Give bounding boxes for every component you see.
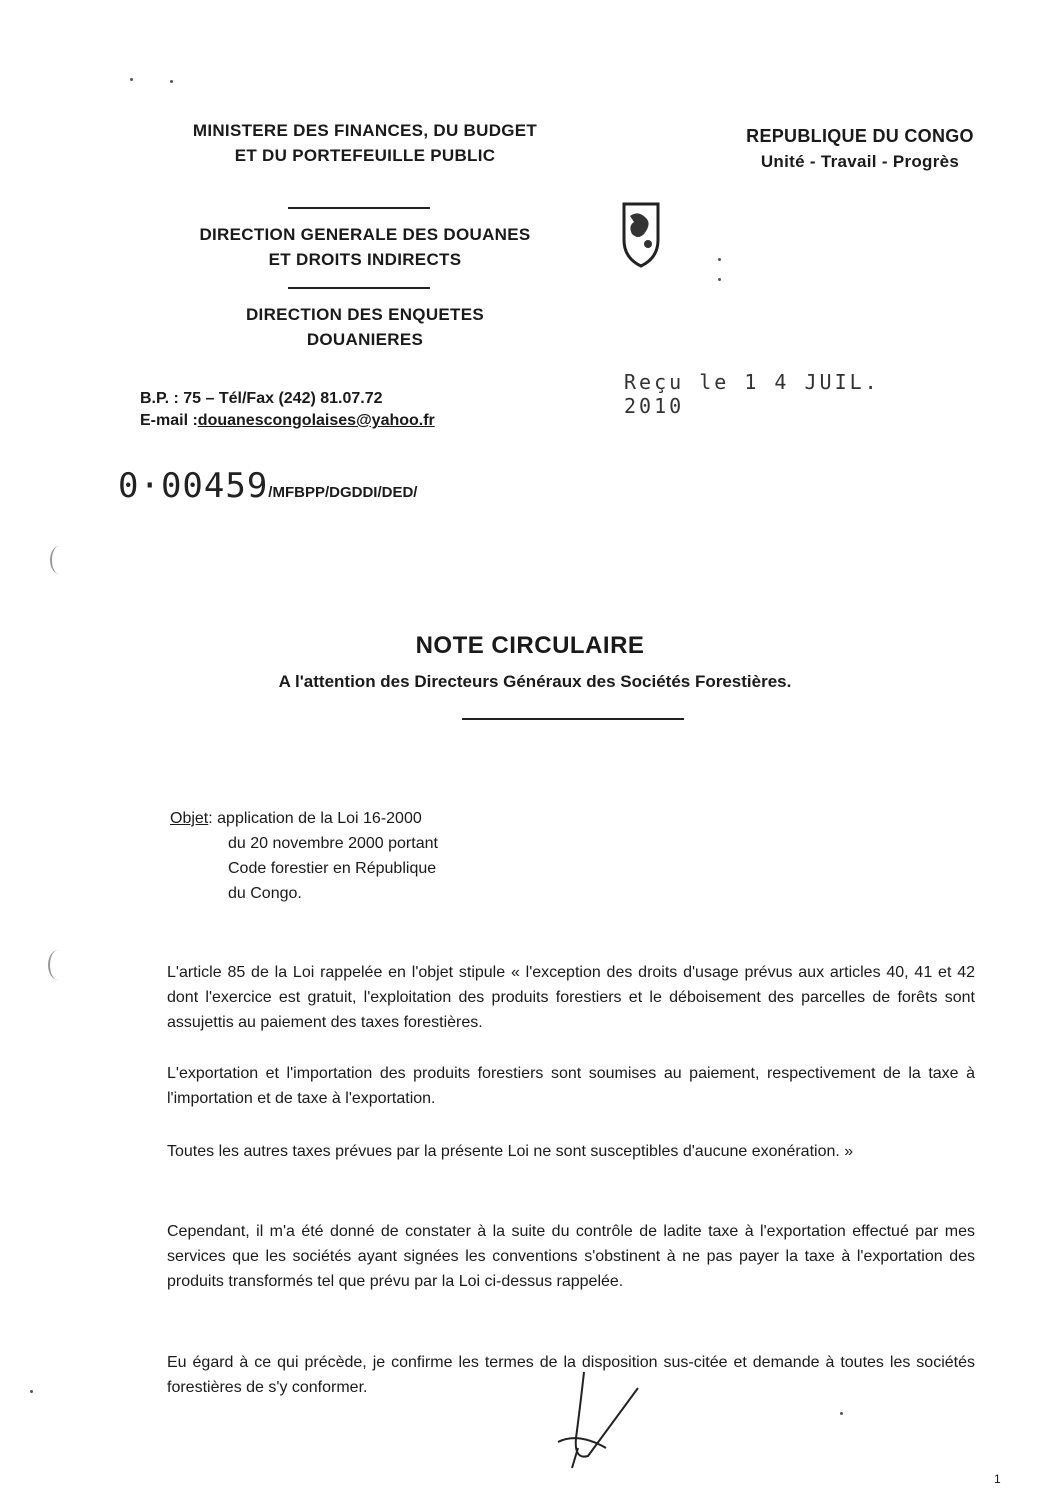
direction-generale <box>140 222 590 272</box>
paragraph-other-taxes: Toutes les autres taxes prévues par la présente Loi ne sont susceptibles d'aucune exonération. » <box>167 1143 854 1160</box>
document-subtitle: A l'attention des Directeurs Généraux des Sociétés Forestières. <box>278 672 792 691</box>
header-divider-1 <box>288 207 430 209</box>
reference-number-value: 0·00459 <box>118 466 269 506</box>
received-date-stamp: Reçu le 1 4 JUIL. 2010 <box>624 370 880 418</box>
scan-speck <box>840 1412 843 1415</box>
ministry-line-2: ET DU PORTEFEUILLE PUBLIC <box>234 146 496 165</box>
title-underline <box>462 718 684 720</box>
country-name: REPUBLIQUE DU CONGO <box>746 126 974 146</box>
direction-enquetes-line-2: DOUANIERES <box>306 330 424 349</box>
direction-enquetes-line-1: DIRECTION DES ENQUETES <box>245 305 485 324</box>
header-divider-2 <box>288 287 430 289</box>
scan-speck <box>718 278 721 281</box>
signature-mark <box>548 1368 648 1472</box>
direction-generale-line-1: DIRECTION GENERALE DES DOUANES <box>199 225 531 244</box>
objet-line-1: : application de la Loi 16-2000 <box>208 810 422 827</box>
email-line <box>140 410 580 432</box>
objet-line-4: du Congo. <box>228 885 302 902</box>
objet-line-3: Code forestier en République <box>228 860 437 877</box>
country-header <box>715 124 1005 174</box>
postal-phone-line: B.P. : 75 – Tél/Fax (242) 81.07.72 <box>140 390 383 407</box>
scan-speck <box>170 80 173 83</box>
objet-label: Objet <box>170 810 209 827</box>
paragraph-article-85: L'article 85 de la Loi rappelée en l'objet stipule « l'exception des droits d'usage prévus aux articles 40, 41 et 42 dont l'exercice est gratuit, l'exploitation des produits forestiers et le déboisement des parcelles de forêts sont assujettis au paiement des taxes forestières. <box>167 964 975 1031</box>
page-number: 1 <box>994 1472 1001 1486</box>
paragraph-conclusion: Eu égard à ce qui précède, je confirme les termes de la disposition sus-citée et demande à toutes les sociétés forestières de s'y conformer. <box>167 1354 975 1396</box>
ministry-name <box>140 118 590 168</box>
scan-speck <box>130 78 133 81</box>
email-link[interactable]: douanescongolaises@yahoo.fr <box>197 412 435 429</box>
coat-of-arms-icon <box>620 200 662 270</box>
ministry-line-1: MINISTERE DES FINANCES, DU BUDGET <box>192 121 538 140</box>
objet-first-line <box>170 806 590 831</box>
objet-line-2: du 20 novembre 2000 portant <box>228 835 438 852</box>
contact-block <box>140 388 580 432</box>
national-motto: Unité - Travail - Progrès <box>760 152 960 171</box>
email-label: E-mail : <box>140 412 198 429</box>
paragraph-cependant: Cependant, il m'a été donné de constater à la suite du contrôle de ladite taxe à l'exportation effectué par mes services que les sociétés ayant signées les conventions s'obstinent à ne pas payer la taxe à l'exportation des produits transformés tel que prévu par la Loi ci-dessus rappelée. <box>167 1223 975 1290</box>
paragraph-export-import: L'exportation et l'importation des produits forestiers sont soumises au paiement, respectivement de la taxe à l'importation et de taxe à l'exportation. <box>167 1065 975 1107</box>
punch-hole-mark <box>50 546 68 574</box>
scan-speck <box>30 1390 33 1393</box>
scan-speck <box>718 258 721 261</box>
reference-number <box>118 466 558 506</box>
punch-hole-mark <box>48 950 68 980</box>
direction-generale-line-2: ET DROITS INDIRECTS <box>268 250 462 269</box>
objet-block <box>170 806 590 906</box>
document-title: NOTE CIRCULAIRE <box>415 632 645 659</box>
reference-suffix: /MFBPP/DGDDI/DED/ <box>268 484 418 501</box>
direction-enquetes <box>140 302 590 352</box>
